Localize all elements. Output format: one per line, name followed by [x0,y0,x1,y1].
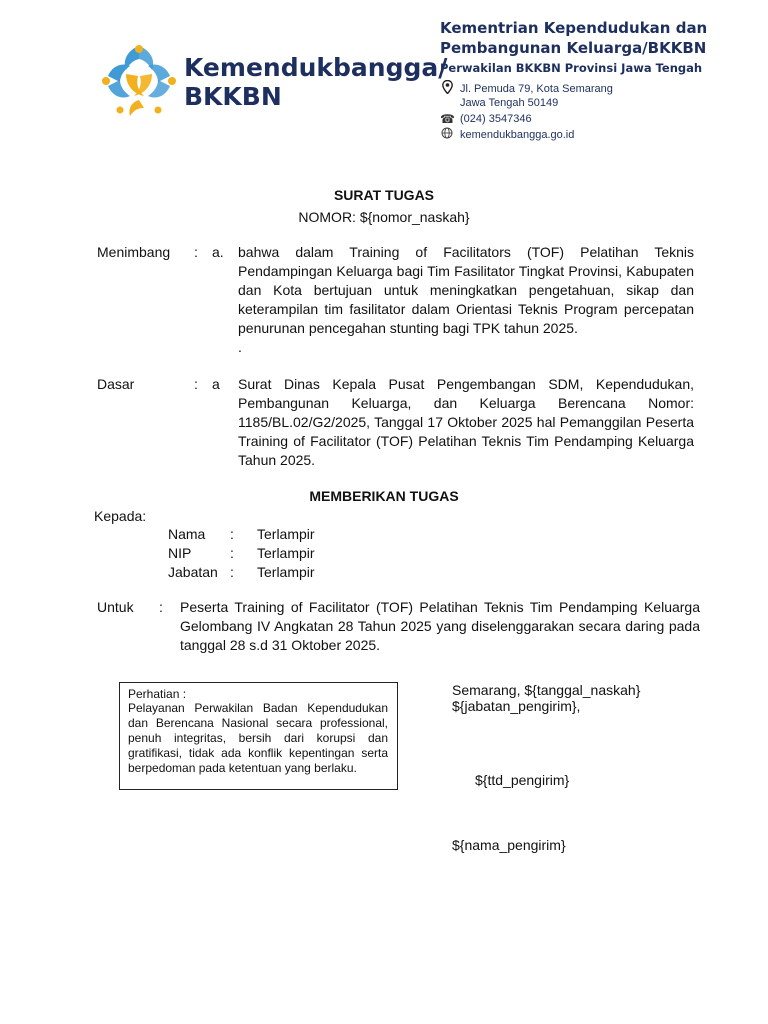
phone-icon: ☎ [440,112,455,126]
recipient-colon: : [230,564,234,580]
signature-placeholder: ${ttd_pengirim} [475,772,570,788]
signature-place-date: Semarang, ${tanggal_naskah} [452,682,641,698]
menimbang-trailing-dot: . [238,339,242,355]
recipient-label: NIP [168,545,192,561]
phone-text: (024) 3547346 [460,113,532,125]
notice-title: Perhatian : [128,687,187,701]
brand-name-line2: BKKBN [184,82,282,111]
dasar-text: Surat Dinas Kepala Pusat Pengembangan SDM, Kependudukan, Pembangunan Keluarga, dan Keluarga Berencana Nomor: 1185/BL.02/G2/2025, Tanggal 17 Oktober 2025 hal Pemanggilan Peserta Training of Facilitator (TOF) Pelatihan Teknis Tim Pendamping Keluarga Tahun 2025. [238,376,694,468]
recipient-colon: : [230,545,234,561]
address-text-line1: Jl. Pemuda 79, Kota Semarang [460,83,613,95]
recipient-value: Terlampir [257,564,315,580]
untuk-colon: : [159,599,163,615]
dasar-colon: : [194,376,198,392]
letterhead [0,0,768,160]
phone-row [440,111,532,127]
menimbang-label: Menimbang [97,244,171,260]
untuk-text: Peserta Training of Facilitator (TOF) Pelatihan Teknis Tim Pendamping Keluarga Gelombang IV Angkatan 28 Tahun 2025 yang diselenggarakan secara daring pada tanggal 28 s.d 31 Oktober 2025. [180,599,700,653]
recipient-label: Jabatan [168,564,218,580]
menimbang-item-marker: a. [212,244,224,260]
menimbang-text: bahwa dalam Training of Facilitators (TOF) Pelatihan Teknis Pendampingan Keluarga bagi Tim Fasilitator Tingkat Provinsi, Kabupaten dan Kota bertujuan untuk meningkatkan pengetahuan, sikap dan keterampilan tim fasilitator dalam Orientasi Teknis Program percepatan penurunan pencegahan stunting bagi TPK tahun 2025. [238,244,694,336]
recipient-value: Terlampir [257,545,315,561]
recipient-row [168,544,468,563]
recipient-value: Terlampir [257,526,315,542]
recipient-row [168,563,468,582]
letter-number: NOMOR: ${nomor_naskah} [298,209,470,225]
section-title: MEMBERIKAN TUGAS [309,488,459,504]
bkkbn-logo-icon [98,40,180,122]
map-pin-icon [440,80,454,98]
notice-text: Pelayanan Perwakilan Badan Kependudukan dan Berencana Nasional secara professional, penuh integritas, bersih dari korupsi dan gratifikasi, tidak ada konflik kepentingan serta berpedoman pada ketentuan yang berlaku. [128,701,388,775]
institution-name-line1: Kementrian Kependudukan dan [440,19,708,37]
signer-name: ${nama_pengirim} [452,837,566,853]
recipient-colon: : [230,526,234,542]
website-row [440,127,574,143]
brand-name-line1: Kemendukbangga/ [184,53,448,82]
website-text: kemendukbangga.go.id [460,129,575,141]
dasar-label: Dasar [97,376,135,392]
branch-name: Perwakilan BKKBN Provinsi Jawa Tengah [440,61,703,75]
dasar-item-marker: a [212,376,220,392]
signature-position: ${jabatan_pengirim}, [452,698,581,714]
institution-name-line2: Pembangunan Keluarga/BKKBN [440,39,707,57]
address-line2: Jawa Tengah 50149 [460,97,559,109]
menimbang-colon: : [194,244,198,260]
recipient-row [168,525,468,544]
notice-box [119,682,398,790]
kepada-label: Kepada: [94,508,147,524]
recipient-label: Nama [168,526,206,542]
untuk-label: Untuk [97,599,134,615]
globe-icon [440,127,454,143]
letter-title: SURAT TUGAS [333,187,435,203]
